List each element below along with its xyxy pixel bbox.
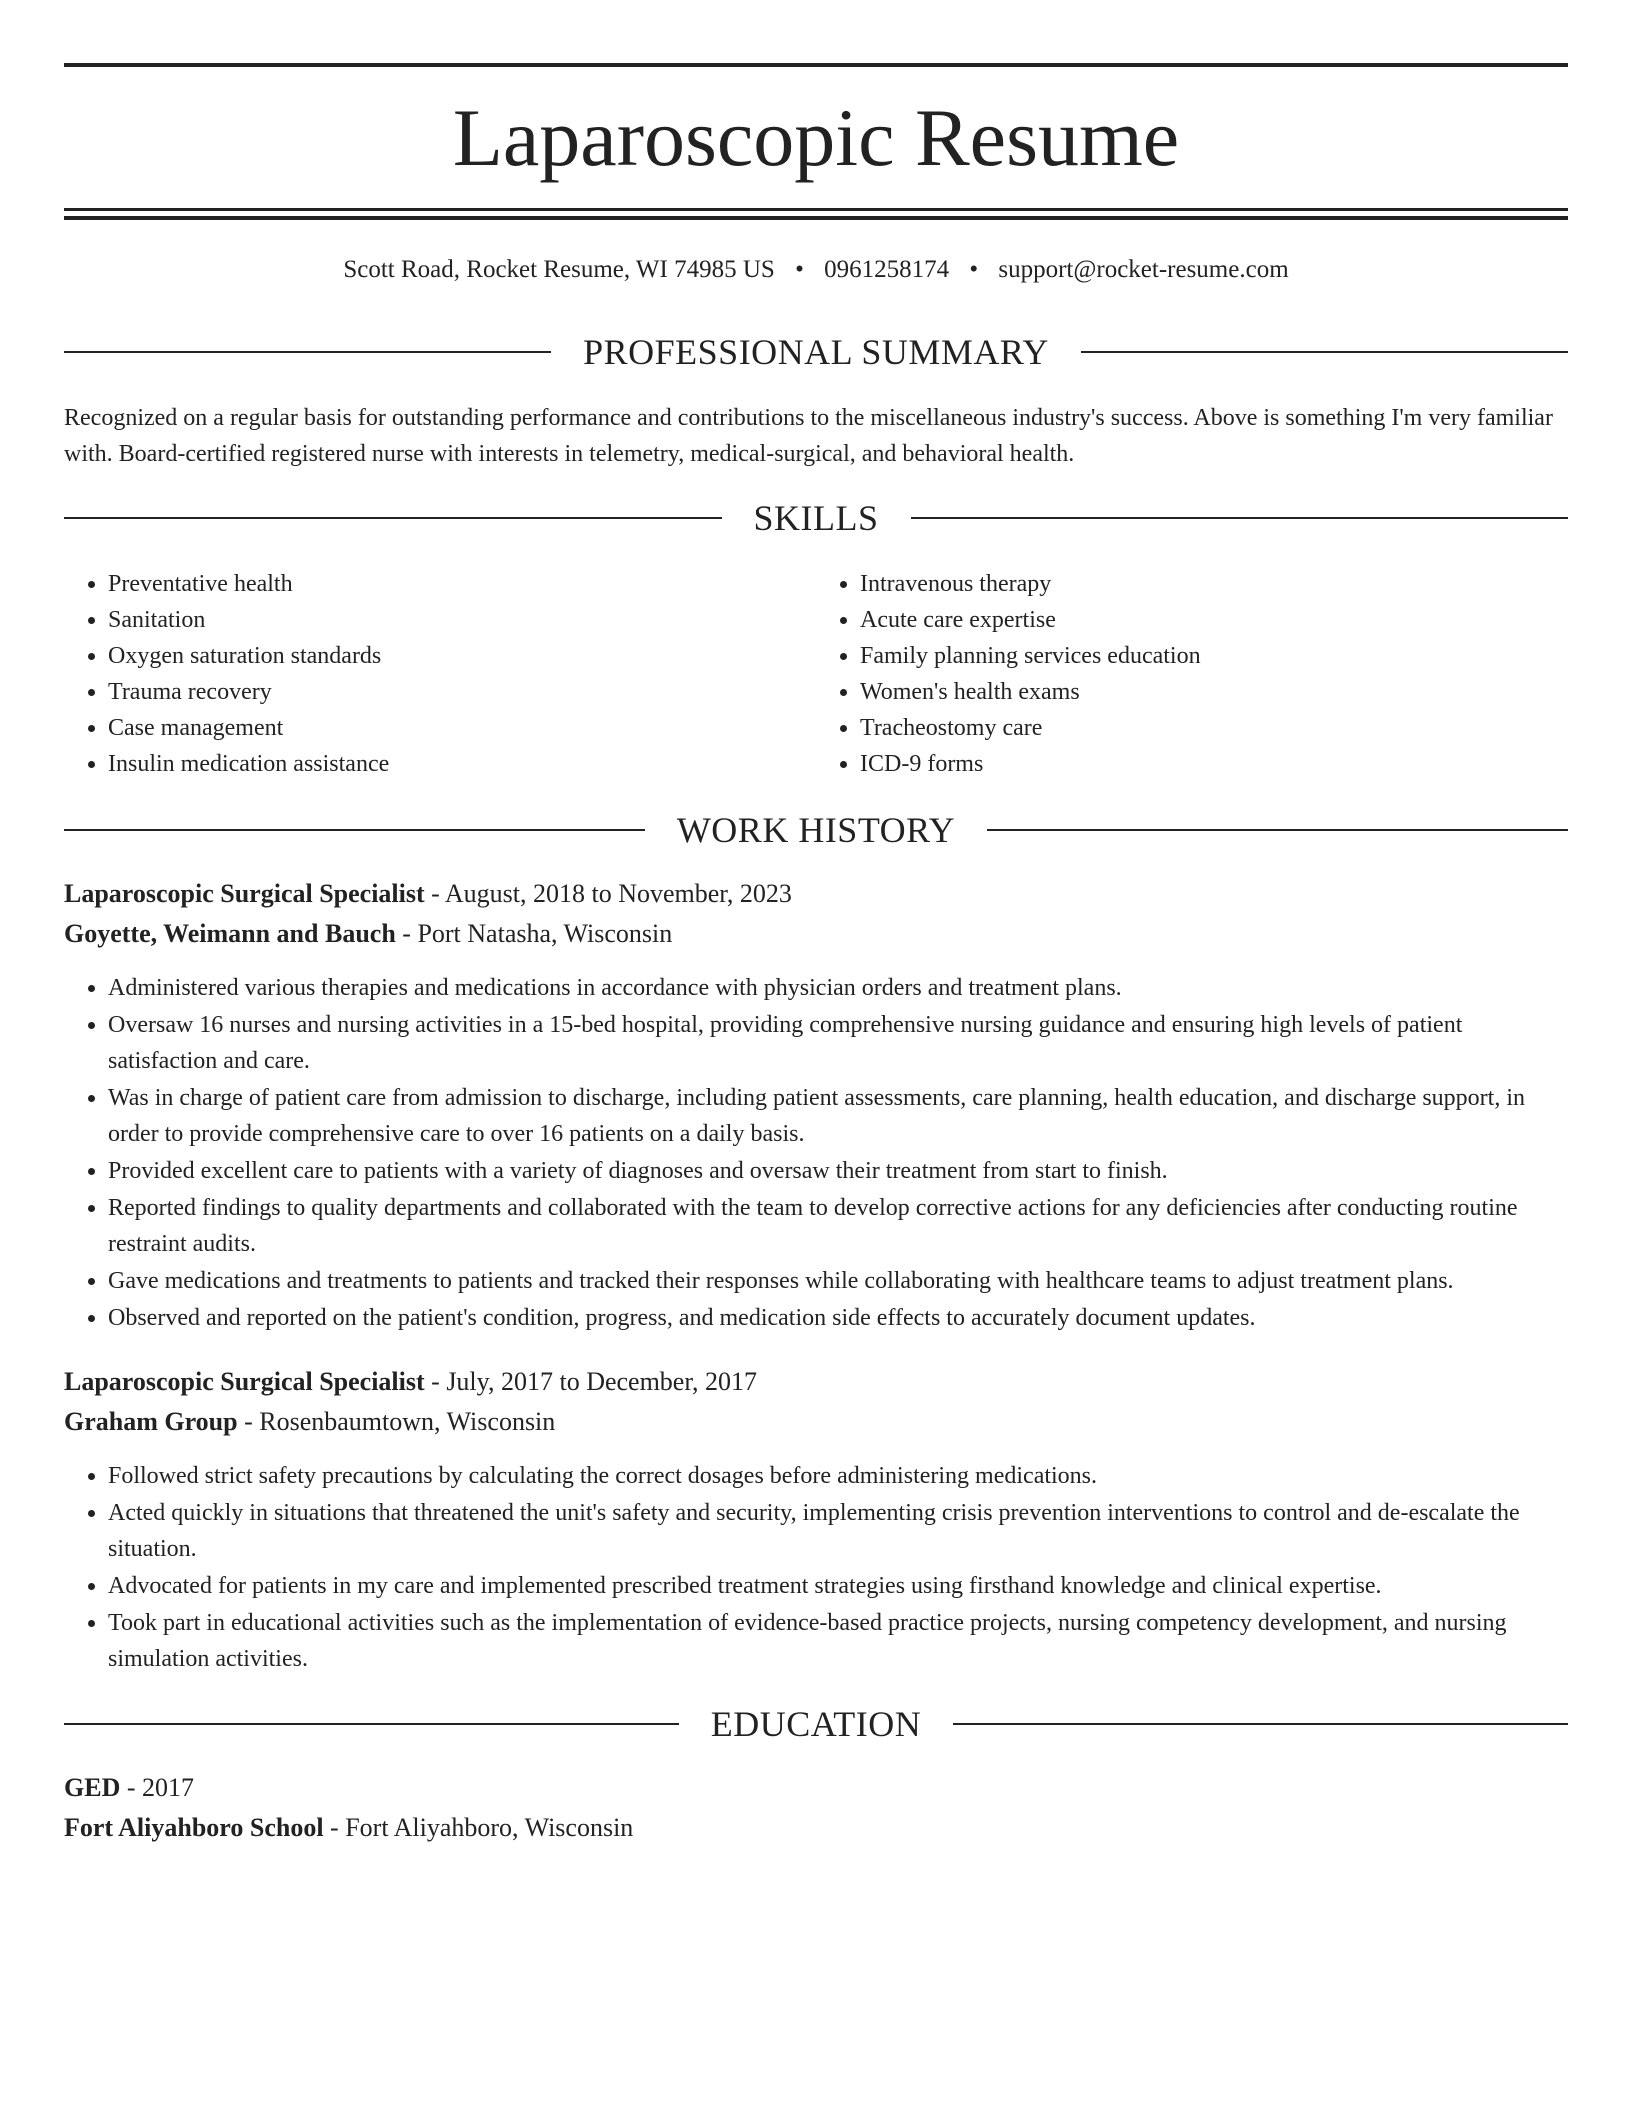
title-rule-thin <box>64 208 1568 211</box>
skill-item: • Preventative health <box>108 566 816 602</box>
heading-rule <box>64 517 722 519</box>
job-bullets <box>64 970 1568 1337</box>
job-title-line <box>64 874 1568 914</box>
heading-rule <box>987 829 1568 831</box>
education-heading <box>64 1702 1568 1746</box>
education-degree-line <box>64 1768 1568 1808</box>
skill-item: • Women's health exams <box>860 674 1568 710</box>
list-item: • Followed strict safety precautions by calculating the correct dosages before administering medications. <box>108 1458 1568 1494</box>
list-item: • Reported findings to quality departments and collaborated with the team to develop corrective actions for any deficiencies after conducting routine restraint audits. <box>108 1190 1568 1262</box>
skill-item: • ICD-9 forms <box>860 746 1568 782</box>
list-item: • Acted quickly in situations that threatened the unit's safety and security, implementing crisis prevention interventions to control and de-escalate the situation. <box>108 1495 1568 1567</box>
work-heading-text: WORK HISTORY <box>676 810 956 850</box>
skill-item: • Family planning services education <box>860 638 1568 674</box>
skills-heading-text: SKILLS <box>753 498 879 538</box>
education-year: - 2017 <box>120 1773 195 1802</box>
job-title: Laparoscopic Surgical Specialist <box>64 1367 425 1396</box>
heading-rule <box>64 351 551 353</box>
job-company: Goyette, Weimann and Bauch <box>64 919 396 948</box>
skill-item: • Acute care expertise <box>860 602 1568 638</box>
heading-rule <box>64 829 645 831</box>
resume-title: Laparoscopic Resume <box>452 92 1180 183</box>
job-dates: - July, 2017 to December, 2017 <box>424 1367 757 1396</box>
job-company: Graham Group <box>64 1407 238 1436</box>
heading-rule <box>1081 351 1568 353</box>
contact-phone: 0961258174 <box>824 256 950 283</box>
job-location: - Rosenbaumtown, Wisconsin <box>237 1407 556 1436</box>
job-title-line <box>64 1362 1568 1402</box>
skill-item: • Sanitation <box>108 602 816 638</box>
education-school-line <box>64 1808 1568 1848</box>
list-item: • Observed and reported on the patient's condition, progress, and medication side effects to accurately document updates. <box>108 1300 1568 1336</box>
education-location: - Fort Aliyahboro, Wisconsin <box>323 1813 634 1842</box>
heading-rule <box>953 1723 1568 1725</box>
job-company-line <box>64 914 1568 954</box>
contact-address: Scott Road, Rocket Resume, WI 74985 US <box>343 256 775 283</box>
list-item: • Took part in educational activities such as the implementation of evidence-based practice projects, nursing competency development, and nursing simulation activities. <box>108 1605 1568 1677</box>
contact-email: support@rocket-resume.com <box>998 256 1289 283</box>
summary-heading <box>64 330 1568 374</box>
skills-list <box>64 566 1568 782</box>
education-school: Fort Aliyahboro School <box>64 1813 324 1842</box>
work-heading <box>64 808 1568 852</box>
education-degree: GED <box>64 1773 121 1802</box>
list-item: • Oversaw 16 nurses and nursing activities in a 15-bed hospital, providing comprehensive nursing guidance and ensuring high levels of patient satisfaction and care. <box>108 1007 1568 1079</box>
skill-item: • Trauma recovery <box>108 674 816 710</box>
job-company-line <box>64 1402 1568 1442</box>
summary-heading-text: PROFESSIONAL SUMMARY <box>583 332 1049 372</box>
education-heading-text: EDUCATION <box>710 1704 922 1744</box>
skill-item: • Case management <box>108 710 816 746</box>
skill-item: • Tracheostomy care <box>860 710 1568 746</box>
list-item: • Provided excellent care to patients with a variety of diagnoses and oversaw their treatment from start to finish. <box>108 1153 1568 1189</box>
list-item: • Gave medications and treatments to patients and tracked their responses while collaborating with healthcare teams to adjust treatment plans. <box>108 1263 1568 1299</box>
contact-line <box>64 252 1568 288</box>
list-item: • Advocated for patients in my care and implemented prescribed treatment strategies using firsthand knowledge and clinical expertise. <box>108 1568 1568 1604</box>
list-item: • Administered various therapies and medications in accordance with physician orders and treatment plans. <box>108 970 1568 1006</box>
job-bullets <box>64 1458 1568 1678</box>
skill-item: • Insulin medication assistance <box>108 746 816 782</box>
skill-item: • Intravenous therapy <box>860 566 1568 602</box>
title-rule-thick <box>64 216 1568 220</box>
job-dates: - August, 2018 to November, 2023 <box>424 879 792 908</box>
heading-rule <box>64 1723 679 1725</box>
skills-column-left <box>64 566 816 782</box>
heading-rule <box>911 517 1569 519</box>
job-location: - Port Natasha, Wisconsin <box>395 919 673 948</box>
top-rule <box>64 63 1568 67</box>
skill-item: • Oxygen saturation standards <box>108 638 816 674</box>
contact-separator: • <box>969 256 979 283</box>
skills-column-right <box>816 566 1568 782</box>
job-title: Laparoscopic Surgical Specialist <box>64 879 425 908</box>
skills-heading <box>64 496 1568 540</box>
contact-separator: • <box>795 256 804 283</box>
summary-text: Recognized on a regular basis for outstanding performance and contributions to the miscellaneous industry's success. Above is something I'm very familiar with. Board-certified registered nurse with interests in telemetry, medical-surgical, and behavioral health. <box>64 405 1553 467</box>
list-item: • Was in charge of patient care from admission to discharge, including patient assessments, care planning, health education, and discharge support, in order to provide comprehensive care to over 16 patients on a daily basis. <box>108 1080 1568 1152</box>
